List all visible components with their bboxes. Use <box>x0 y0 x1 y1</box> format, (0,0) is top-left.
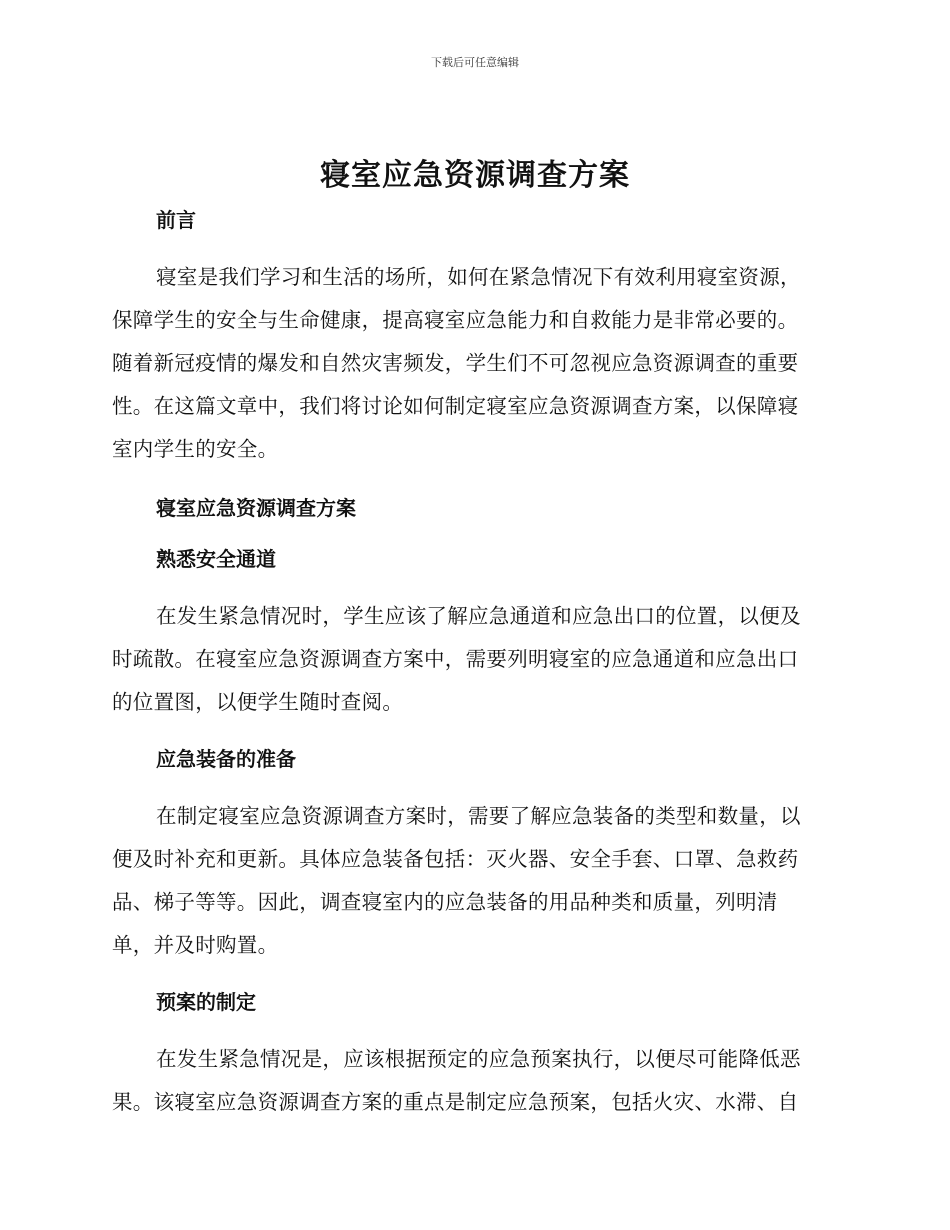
section-heading-preface: 前言 <box>156 208 196 232</box>
paragraph-line: 便及时补充和更新。具体应急装备包括：灭火器、安全手套、口罩、急救药 <box>112 847 799 871</box>
paragraph-line: 性。在这篇文章中，我们将讨论如何制定寝室应急资源调查方案，以保障寝 <box>112 394 799 418</box>
paragraph-line: 果。该寝室应急资源调查方案的重点是制定应急预案，包括火灾、水滞、自 <box>112 1090 799 1114</box>
paragraph-line: 品、梯子等等。因此，调查寝室内的应急装备的用品种类和质量，列明清 <box>112 890 778 914</box>
paragraph-contingency-plan <box>112 1038 830 1124</box>
document-title: 寝室应急资源调查方案 <box>320 158 630 193</box>
section-heading-plan: 寝室应急资源调查方案 <box>156 496 356 520</box>
section-heading-contingency-plan: 预案的制定 <box>156 990 256 1014</box>
section-heading-safety-exits: 熟悉安全通道 <box>156 547 276 571</box>
paragraph-equipment <box>112 795 830 967</box>
section-heading-equipment: 应急装备的准备 <box>156 747 296 771</box>
paragraph-line: 时疏散。在寝室应急资源调查方案中，需要列明寝室的应急通道和应急出口 <box>112 647 799 671</box>
paragraph-line: 在发生紧急情况时，学生应该了解应急通道和应急出口的位置，以便及 <box>156 604 801 628</box>
paragraph-line: 随着新冠疫情的爆发和自然灾害频发，学生们不可忽视应急资源调查的重要 <box>112 351 799 375</box>
header-note: 下载后可任意编辑 <box>431 56 519 69</box>
paragraph-line: 室内学生的安全。 <box>112 437 279 461</box>
paragraph-line: 单，并及时购置。 <box>112 933 279 957</box>
paragraph-line: 的位置图，以便学生随时查阅。 <box>112 690 404 714</box>
paragraph-line: 在制定寝室应急资源调查方案时，需要了解应急装备的类型和数量，以 <box>156 804 801 828</box>
paragraph-preface <box>112 256 830 471</box>
paragraph-line: 保障学生的安全与生命健康，提高寝室应急能力和自救能力是非常必要的。 <box>112 308 799 332</box>
paragraph-safety-exits <box>112 595 830 724</box>
paragraph-line: 在发生紧急情况是，应该根据预定的应急预案执行，以便尽可能降低恶 <box>156 1047 801 1071</box>
document-body <box>112 205 830 1136</box>
paragraph-line: 寝室是我们学习和生活的场所，如何在紧急情况下有效利用寝室资源， <box>156 265 801 289</box>
